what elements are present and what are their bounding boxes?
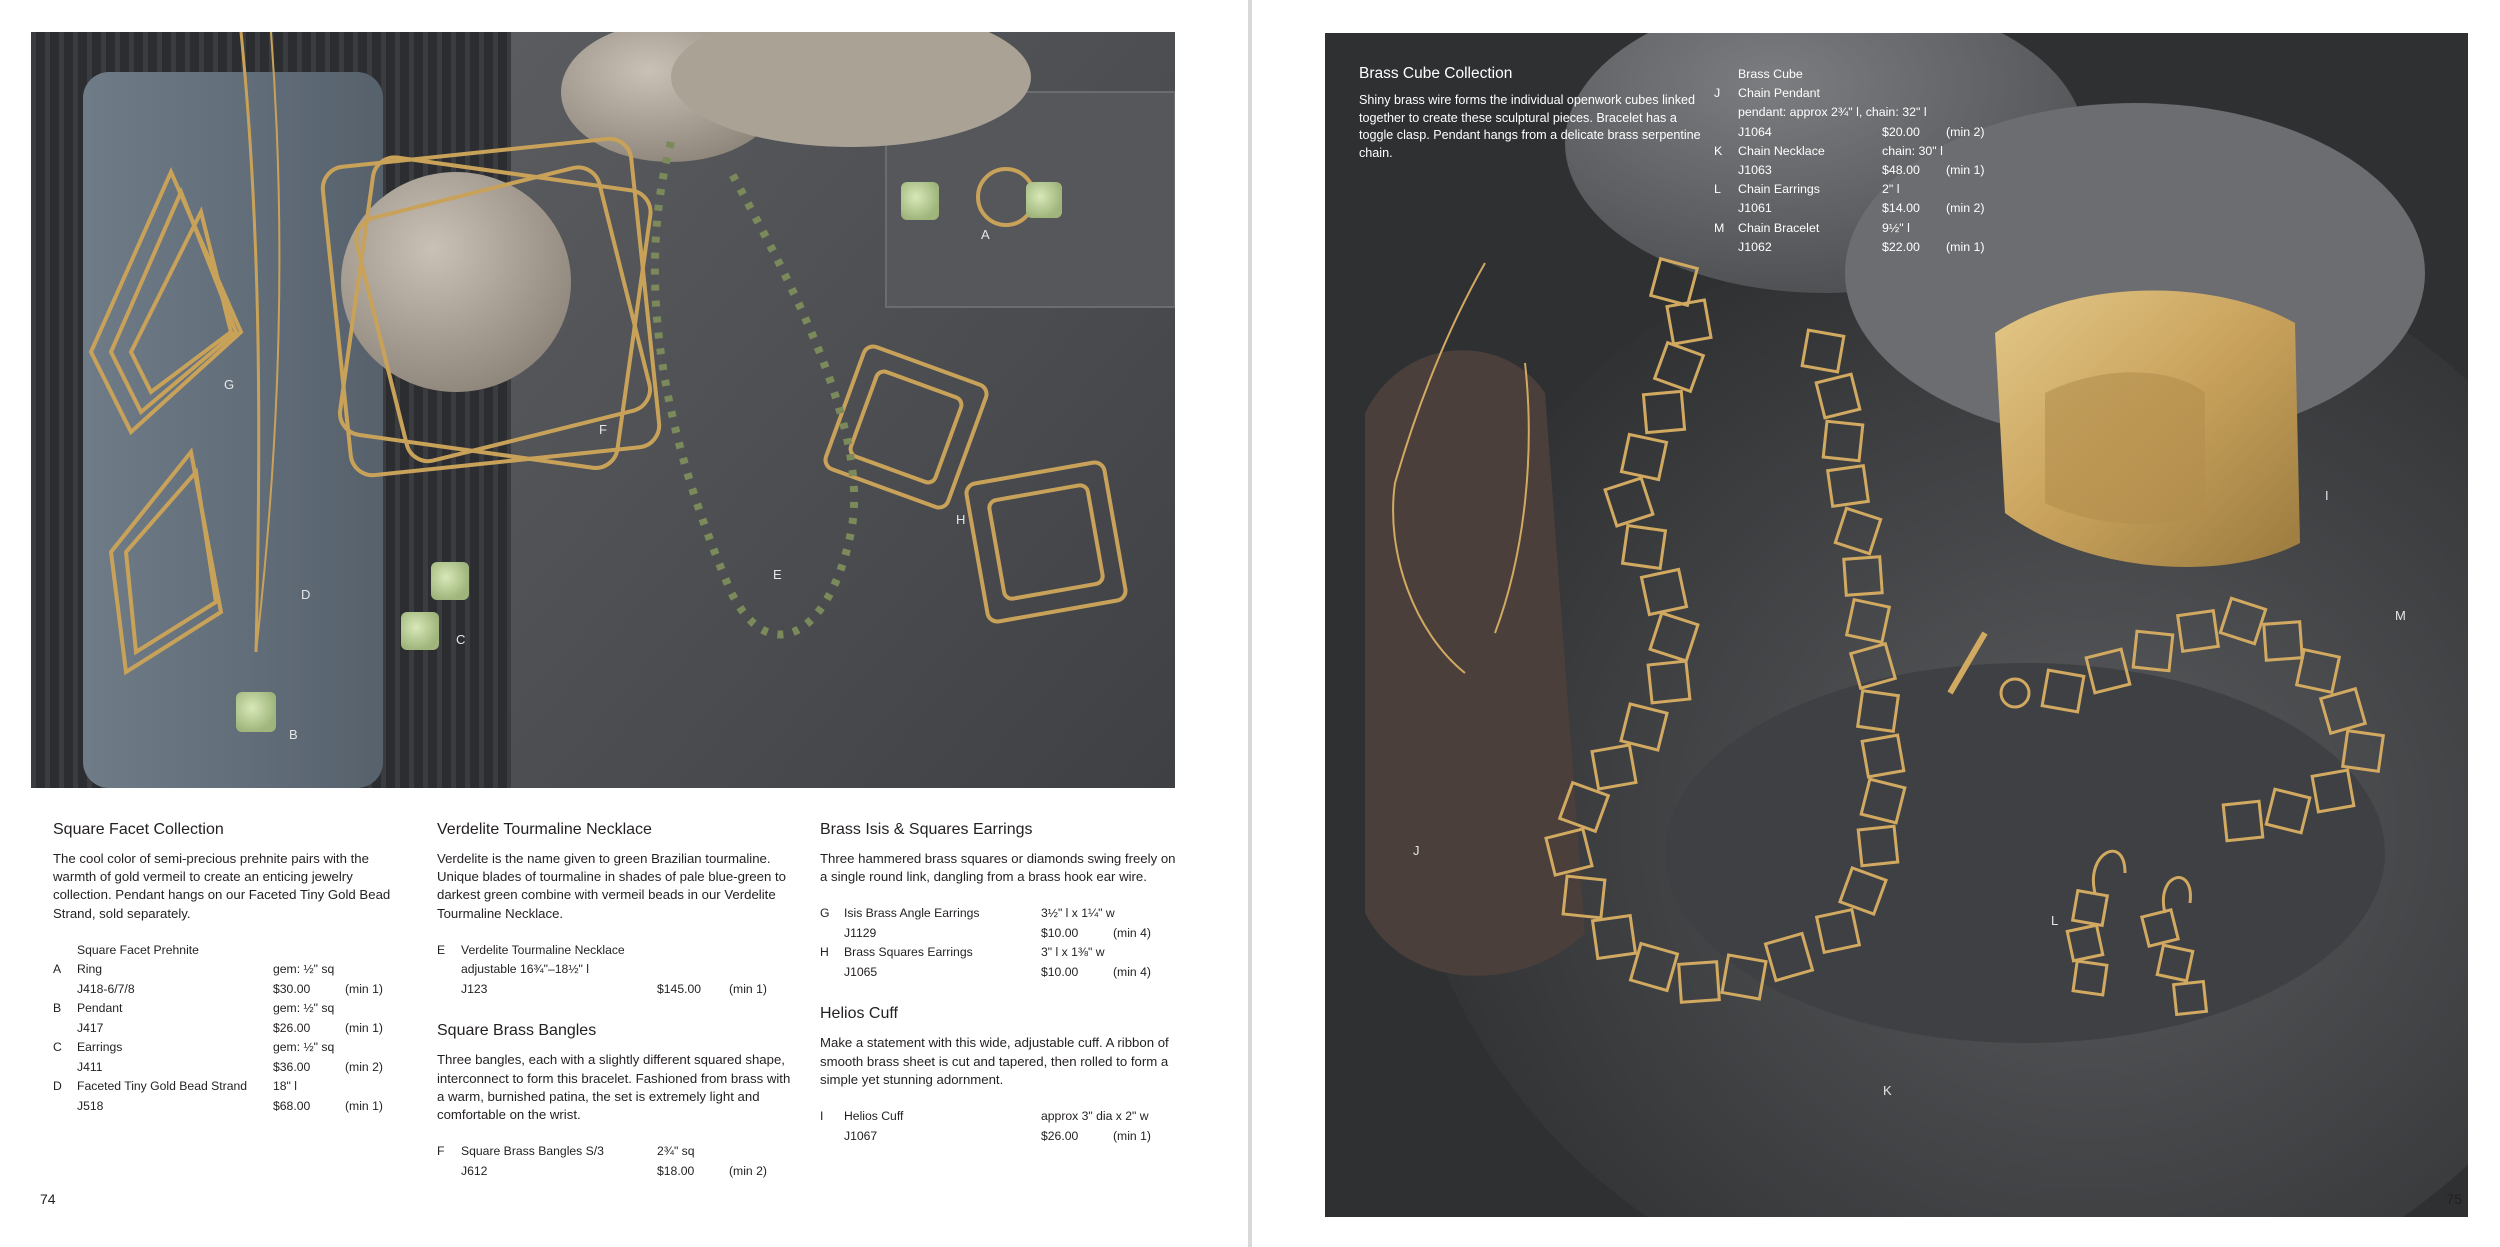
- item-sku: J417: [77, 1020, 104, 1035]
- brass-cube-specs: [1714, 65, 1985, 257]
- item-size: approx 3" dia x 2" w: [1041, 1109, 1149, 1124]
- item-price: $10.00: [1041, 964, 1079, 979]
- item-name: Faceted Tiny Gold Bead Strand: [77, 1079, 248, 1094]
- item-key: B: [53, 1001, 62, 1016]
- spec-table: [820, 1107, 1151, 1146]
- item-size: 9½" l: [1882, 220, 1910, 235]
- item-sku: J612: [461, 1163, 488, 1178]
- item-name: Isis Brass Angle Earrings: [844, 906, 980, 921]
- item-sku: J1067: [844, 1128, 878, 1143]
- section-description: The cool color of semi-precious prehnite pairs with the warmth of gold vermeil to create an enticing jewelry collection. Pendant hangs on our Faceted Tiny Gold Bead Strand, sold separately.: [53, 851, 391, 921]
- photo-label-l: L: [2051, 913, 2059, 928]
- spec-table: [820, 904, 1151, 982]
- item-key: M: [1714, 220, 1725, 235]
- section-title: Brass Isis & Squares Earrings: [820, 821, 1033, 838]
- spec-row: [53, 1038, 383, 1058]
- page-number: 74: [40, 1191, 56, 1207]
- section-title: Square Facet Collection: [53, 821, 224, 838]
- item-size: 3½" l x 1¼" w: [1041, 906, 1115, 921]
- item-name: Chain Bracelet: [1738, 220, 1820, 235]
- spec-row: [437, 980, 767, 1000]
- item-price: $30.00: [273, 981, 311, 996]
- item-size: chain: 30" l: [1882, 143, 1943, 158]
- jewelry-photo-illustration: [31, 32, 1175, 788]
- spec-row: [53, 1097, 383, 1117]
- photo-label-i: I: [2325, 488, 2329, 503]
- spec-row: [53, 1058, 383, 1078]
- photo-label-e: E: [773, 567, 782, 582]
- spec-group-row: [1714, 65, 1985, 84]
- spec-row: [1714, 219, 1985, 238]
- item-size: adjustable 16¾"–18½" l: [461, 962, 589, 977]
- item-price: $20.00: [1882, 124, 1920, 139]
- item-size: 3" l x 1⅜" w: [1041, 945, 1105, 960]
- photo-label-k: K: [1883, 1083, 1892, 1098]
- item-min: (min 2): [729, 1163, 767, 1178]
- item-min: (min 2): [1946, 124, 1985, 139]
- item-key: D: [53, 1079, 62, 1094]
- spec-table: [437, 1142, 767, 1181]
- item-min: (min 1): [345, 981, 383, 996]
- photo-label-g: G: [224, 377, 235, 392]
- item-sku: J1062: [1738, 239, 1772, 254]
- item-min: (min 4): [1113, 925, 1151, 940]
- item-name: Verdelite Tourmaline Necklace: [461, 942, 625, 957]
- item-size: gem: ½" sq: [273, 962, 335, 977]
- spec-row: [1714, 103, 1985, 122]
- spec-row: [53, 1077, 383, 1097]
- product-photo-square-facet: [31, 32, 1175, 788]
- column-square-facet: [53, 820, 413, 1116]
- item-price: $36.00: [273, 1059, 311, 1074]
- item-sku: J1065: [844, 964, 878, 979]
- spec-row: [1714, 123, 1985, 142]
- item-name: Brass Squares Earrings: [844, 945, 973, 960]
- spec-row: [53, 999, 383, 1019]
- item-min: (min 2): [1946, 201, 1985, 216]
- item-name: Chain Earrings: [1738, 182, 1820, 197]
- column-verdelite-bangles: [437, 820, 797, 1181]
- spec-row: [820, 1127, 1151, 1147]
- item-price: $22.00: [1882, 239, 1920, 254]
- item-size: 2¾" sq: [657, 1144, 695, 1159]
- group-label: Square Facet Prehnite: [77, 942, 199, 957]
- item-min: (min 2): [345, 1059, 383, 1074]
- spec-table: [1714, 65, 1985, 257]
- spec-row: [1714, 161, 1985, 180]
- photo-label-f: F: [599, 422, 607, 437]
- item-sku: J1064: [1738, 124, 1772, 139]
- catalog-page-left: [0, 0, 1248, 1247]
- photo-label-c: C: [456, 632, 466, 647]
- spec-row: [820, 943, 1151, 963]
- item-min: (min 1): [345, 1020, 383, 1035]
- product-photo-brass-cube: [1325, 33, 2468, 1217]
- item-price: $26.00: [1041, 1128, 1079, 1143]
- spec-group-row: [53, 941, 383, 961]
- spec-row: [1714, 199, 1985, 218]
- spec-row: [53, 980, 383, 1000]
- item-sku: J1061: [1738, 201, 1772, 216]
- photo-label-h: H: [956, 512, 966, 527]
- item-min: (min 1): [729, 981, 767, 996]
- item-size: gem: ½" sq: [273, 1040, 335, 1055]
- section-description: Verdelite is the name given to green Brazilian tourmaline. Unique blades of tourmaline in shades of pale blue-green to darkest green combine with vermeil beads in our Verdelite Tourmaline Necklace.: [437, 851, 786, 921]
- section-description: Three bangles, each with a slightly different squared shape, interconnect to form this bracelet. Fashioned from brass with a warm, burnished patina, the set is extremely light and comfortable on the wrist.: [437, 1052, 791, 1122]
- item-key: E: [437, 942, 446, 957]
- photo-label-m: M: [2395, 608, 2406, 623]
- item-price: $10.00: [1041, 925, 1079, 940]
- item-price: $48.00: [1882, 163, 1920, 178]
- brass-cube-copy: [1359, 65, 1709, 162]
- item-key: H: [820, 945, 829, 960]
- item-size: 2" l: [1882, 182, 1900, 197]
- item-sku: J123: [461, 981, 488, 996]
- spec-table: [437, 941, 767, 1000]
- pendant-note: pendant: approx 2¾" l, chain: 32" l: [1738, 105, 1927, 120]
- section-description: Three hammered brass squares or diamonds swing freely on a single round link, dangling from a brass hook ear wire.: [820, 851, 1176, 885]
- page-number: 75: [2446, 1191, 2462, 1207]
- item-sku: J411: [77, 1059, 103, 1074]
- section-title: Helios Cuff: [820, 1005, 898, 1023]
- item-sku: J418-6/7/8: [77, 981, 135, 996]
- spec-row: [820, 1107, 1151, 1127]
- item-price: $68.00: [273, 1098, 311, 1113]
- spec-row: [1714, 180, 1985, 199]
- item-size: gem: ½" sq: [273, 1001, 335, 1016]
- item-min: (min 1): [1946, 163, 1985, 178]
- item-key: I: [820, 1109, 824, 1124]
- item-name: Pendant: [77, 1001, 123, 1016]
- item-price: $26.00: [273, 1020, 311, 1035]
- item-min: (min 4): [1113, 964, 1151, 979]
- column-isis-helios: [820, 820, 1180, 1146]
- spec-row: [1714, 142, 1985, 161]
- photo-label-b: B: [289, 727, 298, 742]
- item-price: $145.00: [657, 981, 702, 996]
- photo-label-a: A: [981, 227, 990, 242]
- item-min: (min 1): [1113, 1128, 1151, 1143]
- item-name: Square Brass Bangles S/3: [461, 1144, 604, 1159]
- photo-label-d: D: [301, 587, 311, 602]
- spec-row: [1714, 238, 1985, 257]
- item-key: K: [1714, 143, 1723, 158]
- item-sku: J1129: [844, 925, 877, 940]
- item-size: 18" l: [273, 1079, 297, 1094]
- item-min: (min 1): [1946, 239, 1985, 254]
- section-description: Make a statement with this wide, adjustable cuff. A ribbon of smooth brass sheet is cut and tapered, then rolled to form a simple yet stunning adornment.: [820, 1035, 1169, 1087]
- spec-row: [1714, 84, 1985, 103]
- spec-row: [820, 904, 1151, 924]
- item-name: Chain Pendant: [1738, 86, 1820, 101]
- item-name: Earrings: [77, 1040, 123, 1055]
- item-price: $14.00: [1882, 201, 1920, 216]
- spec-row: [820, 963, 1151, 983]
- item-name: Chain Necklace: [1738, 143, 1825, 158]
- section-description: Shiny brass wire forms the individual openwork cubes linked together to create these sculptural pieces. Bracelet has a toggle clasp. Pendant hangs from a delicate brass serpentine chain.: [1359, 93, 1701, 160]
- spec-row: [820, 924, 1151, 944]
- item-key: L: [1714, 182, 1721, 197]
- section-title: Square Brass Bangles: [437, 1022, 597, 1040]
- item-min: (min 1): [345, 1098, 383, 1113]
- spec-table: [53, 941, 383, 1117]
- item-key: C: [53, 1040, 62, 1055]
- item-sku: J1063: [1738, 163, 1772, 178]
- group-label: Brass Cube: [1738, 67, 1803, 81]
- photo-label-j: J: [1413, 843, 1420, 858]
- spec-row: [437, 960, 767, 980]
- spec-row: [437, 1142, 767, 1162]
- item-name: Ring: [77, 962, 103, 977]
- item-key: J: [1714, 86, 1721, 101]
- item-price: $18.00: [657, 1163, 695, 1178]
- item-key: F: [437, 1144, 445, 1159]
- spec-row: [437, 1162, 767, 1182]
- item-sku: J518: [77, 1098, 104, 1113]
- item-key: G: [820, 906, 830, 921]
- item-key: A: [53, 962, 62, 977]
- spec-row: [53, 1019, 383, 1039]
- section-title: Verdelite Tourmaline Necklace: [437, 821, 652, 838]
- catalog-page-right: [1252, 0, 2500, 1247]
- item-name: Helios Cuff: [844, 1109, 904, 1124]
- spec-row: [437, 941, 767, 961]
- spec-row: [53, 960, 383, 980]
- section-title: Brass Cube Collection: [1359, 65, 1513, 82]
